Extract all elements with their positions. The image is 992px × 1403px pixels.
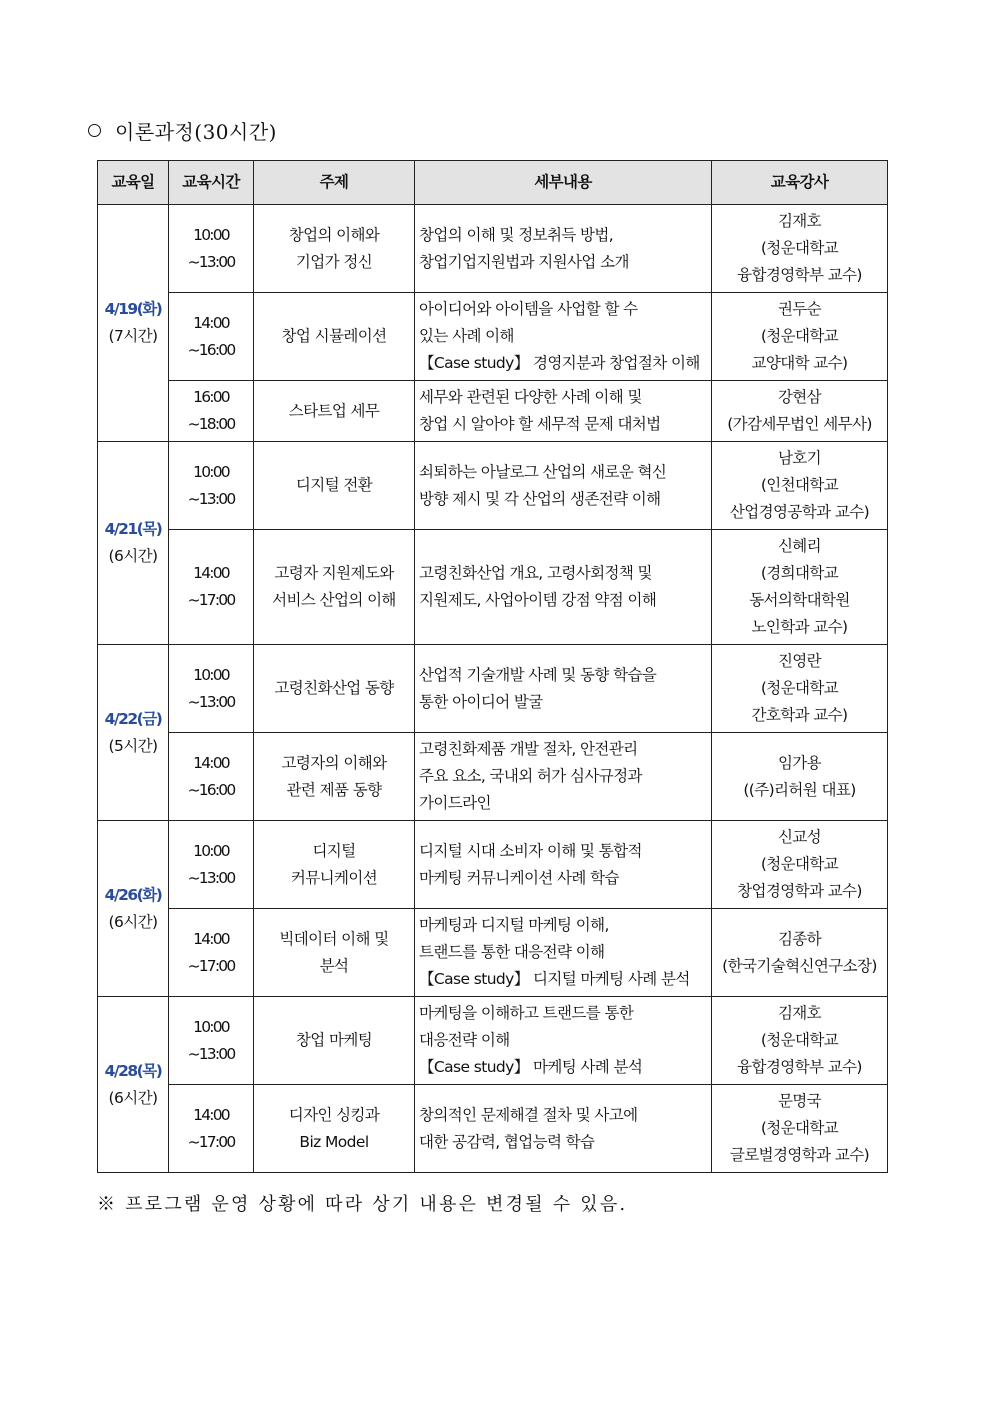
time-line: ~16:00 <box>187 340 235 359</box>
time-line: 14:00 <box>193 564 229 582</box>
detail-line: 가이드라인 <box>419 794 491 812</box>
instructor-cell <box>712 645 888 733</box>
topic-line: 디자인 싱킹과 <box>288 1105 380 1124</box>
header-time: 교육시간 <box>169 161 254 205</box>
detail-line: 고령친화제품 개발 절차, 안전관리 <box>419 740 638 758</box>
detail-line: 마케팅과 디지털 마케팅 이해, <box>419 916 609 934</box>
topic-cell <box>254 821 415 909</box>
topic-cell <box>254 997 415 1085</box>
time-line: ~13:00 <box>187 489 235 508</box>
instructor-line: (청운대학교 <box>760 1031 839 1049</box>
table-row <box>98 909 888 997</box>
topic-cell <box>254 733 415 821</box>
time-line: 10:00 <box>193 841 229 860</box>
instructor-line: 임가용 <box>777 753 822 772</box>
instructor-line: 글로벌경영학과 교수) <box>729 1146 870 1164</box>
time-cell <box>169 733 254 821</box>
topic-line: 관련 제품 동향 <box>286 780 382 799</box>
table-row <box>98 645 888 733</box>
table-row <box>98 821 888 909</box>
time-cell <box>169 909 254 997</box>
detail-line: 쇠퇴하는 아날로그 산업의 새로운 혁신 <box>419 462 667 481</box>
instructor-line: 권두순 <box>777 300 822 318</box>
schedule-table <box>97 160 888 1173</box>
instructor-line: 강현삼 <box>777 388 822 406</box>
detail-line: 디지털 시대 소비자 이해 및 통합적 <box>419 841 642 860</box>
circle-bullet-icon <box>88 124 101 137</box>
topic-line: 창업 마케팅 <box>295 1031 373 1049</box>
detail-line: 마케팅 커뮤니케이션 사례 학습 <box>419 868 619 887</box>
instructor-line: 노인학과 교수) <box>751 618 848 636</box>
time-line: ~17:00 <box>187 956 235 975</box>
detail-line: 방향 제시 및 각 산업의 생존전략 이해 <box>419 489 661 508</box>
detail-line: 창업의 이해 및 정보취득 방법, <box>419 225 614 244</box>
table-row <box>98 997 888 1085</box>
day-date: 4/21(목) <box>104 520 162 538</box>
detail-cell <box>415 821 712 909</box>
topic-line: 디지털 <box>312 841 356 860</box>
time-line: 16:00 <box>193 388 229 406</box>
detail-cell <box>415 530 712 645</box>
detail-line: 대한 공감력, 협업능력 학습 <box>419 1132 595 1151</box>
instructor-line: (가감세무법인 세무사) <box>727 415 872 433</box>
time-line: 14:00 <box>193 753 229 772</box>
instructor-line: 남호기 <box>777 449 822 467</box>
instructor-cell <box>712 909 888 997</box>
instructor-line: 김종하 <box>777 929 822 948</box>
topic-line: 서비스 산업의 이해 <box>272 591 396 609</box>
day-cell <box>98 821 169 997</box>
instructor-line: (한국기술혁신연구소장) <box>722 956 877 975</box>
header-day: 교육일 <box>98 161 169 205</box>
day-date: 4/28(목) <box>104 1061 162 1080</box>
time-line: ~17:00 <box>187 591 235 609</box>
time-line: 10:00 <box>193 665 229 684</box>
topic-line: 디지털 전환 <box>295 476 373 494</box>
instructor-line: 융합경영학부 교수) <box>737 1058 862 1076</box>
time-cell <box>169 205 254 293</box>
topic-line: Biz Model <box>299 1132 369 1151</box>
day-date: 4/22(금) <box>104 709 162 728</box>
detail-line: 지원제도, 사업아이템 강점 약점 이해 <box>419 591 657 609</box>
time-line: 10:00 <box>193 462 229 481</box>
topic-cell <box>254 645 415 733</box>
day-hours: (7시간) <box>108 327 158 345</box>
time-line: 10:00 <box>193 1017 229 1036</box>
instructor-line: 신혜리 <box>777 537 822 555</box>
detail-cell <box>415 381 712 442</box>
time-cell <box>169 1085 254 1173</box>
detail-line: 있는 사례 이해 <box>419 327 514 345</box>
topic-cell <box>254 442 415 530</box>
day-cell <box>98 442 169 645</box>
detail-line: 창업기업지원법과 지원사업 소개 <box>419 252 629 271</box>
instructor-line: (청운대학교 <box>760 239 839 257</box>
instructor-line: 진영란 <box>777 652 822 670</box>
instructor-line: 창업경영학과 교수) <box>737 882 862 900</box>
time-cell <box>169 381 254 442</box>
topic-cell <box>254 1085 415 1173</box>
detail-cell <box>415 645 712 733</box>
topic-line: 창업의 이해와 <box>288 225 380 244</box>
time-line: ~13:00 <box>187 692 235 711</box>
day-cell <box>98 205 169 442</box>
day-hours: (5시간) <box>108 736 158 755</box>
topic-line: 기업가 정신 <box>295 252 373 271</box>
detail-line: 산업적 기술개발 사례 및 동향 학습을 <box>419 665 657 684</box>
time-line: 10:00 <box>193 225 229 244</box>
time-line: ~17:00 <box>187 1132 235 1151</box>
table-row <box>98 205 888 293</box>
detail-line: 세무와 관련된 다양한 사례 이해 및 <box>419 388 642 406</box>
schedule-body <box>98 205 888 1173</box>
detail-line: 트랜드를 통한 대응전략 이해 <box>419 943 605 961</box>
topic-line: 스타트업 세무 <box>288 401 380 420</box>
detail-line: 창업 시 알아야 할 세무적 문제 대처법 <box>419 415 661 433</box>
instructor-cell <box>712 733 888 821</box>
instructor-line: (청운대학교 <box>760 679 839 697</box>
topic-cell <box>254 293 415 381</box>
instructor-line: (청운대학교 <box>760 1119 839 1137</box>
table-row <box>98 530 888 645</box>
instructor-line: 김재호 <box>777 1004 822 1022</box>
instructor-cell <box>712 381 888 442</box>
table-row <box>98 442 888 530</box>
topic-line: 고령자 지원제도와 <box>274 564 394 582</box>
instructor-cell <box>712 293 888 381</box>
section-heading <box>88 116 277 145</box>
header-topic: 주제 <box>254 161 415 205</box>
time-line: ~16:00 <box>187 780 235 799</box>
detail-cell <box>415 997 712 1085</box>
instructor-line: (인천대학교 <box>760 476 839 494</box>
topic-line: 커뮤니케이션 <box>290 868 378 887</box>
topic-line: 분석 <box>319 956 349 975</box>
instructor-line: 산업경영공학과 교수) <box>729 503 870 521</box>
instructor-cell <box>712 1085 888 1173</box>
table-row <box>98 733 888 821</box>
instructor-line: 간호학과 교수) <box>751 706 848 724</box>
day-hours: (6시간) <box>108 1088 158 1107</box>
detail-cell <box>415 442 712 530</box>
time-cell <box>169 293 254 381</box>
table-header-row <box>98 161 888 205</box>
topic-cell <box>254 381 415 442</box>
time-cell <box>169 821 254 909</box>
day-hours: (6시간) <box>108 547 158 565</box>
detail-line: 고령친화산업 개요, 고령사회정책 및 <box>419 564 652 582</box>
time-line: ~13:00 <box>187 868 235 887</box>
detail-line: 아이디어와 아이템을 사업할 할 수 <box>419 300 638 318</box>
topic-line: 고령자의 이해와 <box>281 753 387 772</box>
detail-line: 주요 요소, 국내외 허가 심사규정과 <box>419 767 642 785</box>
section-heading-text: 이론과정(30시간) <box>115 120 277 144</box>
instructor-line: ((주)리허원 대표) <box>743 780 856 799</box>
header-detail: 세부내용 <box>415 161 712 205</box>
time-line: 14:00 <box>193 313 229 332</box>
detail-line: 【Case study】 경영지분과 창업절차 이해 <box>419 354 700 372</box>
day-date: 4/26(화) <box>104 885 162 904</box>
time-cell <box>169 530 254 645</box>
time-line: ~13:00 <box>187 252 235 271</box>
instructor-line: (청운대학교 <box>760 327 839 345</box>
time-cell <box>169 997 254 1085</box>
instructor-line: 김재호 <box>777 212 822 230</box>
detail-cell <box>415 909 712 997</box>
table-row <box>98 293 888 381</box>
day-hours: (6시간) <box>108 912 158 931</box>
instructor-line: 신교성 <box>777 828 822 846</box>
topic-cell <box>254 205 415 293</box>
topic-line: 고령친화산업 동향 <box>274 679 394 697</box>
instructor-line: (경희대학교 <box>760 564 839 582</box>
day-date: 4/19(화) <box>104 300 162 318</box>
time-cell <box>169 645 254 733</box>
instructor-cell <box>712 997 888 1085</box>
instructor-line: 융합경영학부 교수) <box>737 266 862 284</box>
instructor-line: 교양대학 교수) <box>751 354 848 372</box>
topic-cell <box>254 909 415 997</box>
table-row <box>98 1085 888 1173</box>
instructor-line: (청운대학교 <box>760 855 839 873</box>
instructor-line: 동서의학대학원 <box>749 591 850 609</box>
change-notice: ※ 프로그램 운영 상황에 따라 상기 내용은 변경될 수 있음. <box>97 1194 628 1215</box>
time-line: 14:00 <box>193 1105 229 1124</box>
time-line: ~18:00 <box>187 415 235 433</box>
time-cell <box>169 442 254 530</box>
topic-line: 빅데이터 이해 및 <box>279 929 389 948</box>
detail-line: 【Case study】 디지털 마케팅 사례 분석 <box>419 970 690 988</box>
detail-line: 대응전략 이해 <box>419 1031 510 1049</box>
detail-line: 창의적인 문제해결 절차 및 사고에 <box>419 1105 638 1124</box>
day-cell <box>98 645 169 821</box>
detail-cell <box>415 1085 712 1173</box>
time-line: 14:00 <box>193 929 229 948</box>
day-cell <box>98 997 169 1173</box>
detail-line: 통한 아이디어 발굴 <box>419 692 543 711</box>
time-line: ~13:00 <box>187 1044 235 1063</box>
detail-cell <box>415 733 712 821</box>
header-instructor: 교육강사 <box>712 161 888 205</box>
instructor-cell <box>712 442 888 530</box>
instructor-line: 문명국 <box>777 1092 822 1110</box>
topic-cell <box>254 530 415 645</box>
table-row <box>98 381 888 442</box>
topic-line: 창업 시뮬레이션 <box>281 327 387 345</box>
detail-line: 【Case study】 마케팅 사례 분석 <box>419 1058 643 1076</box>
detail-cell <box>415 205 712 293</box>
instructor-cell <box>712 530 888 645</box>
instructor-cell <box>712 205 888 293</box>
detail-cell <box>415 293 712 381</box>
instructor-cell <box>712 821 888 909</box>
detail-line: 마케팅을 이해하고 트랜드를 통한 <box>419 1004 634 1022</box>
